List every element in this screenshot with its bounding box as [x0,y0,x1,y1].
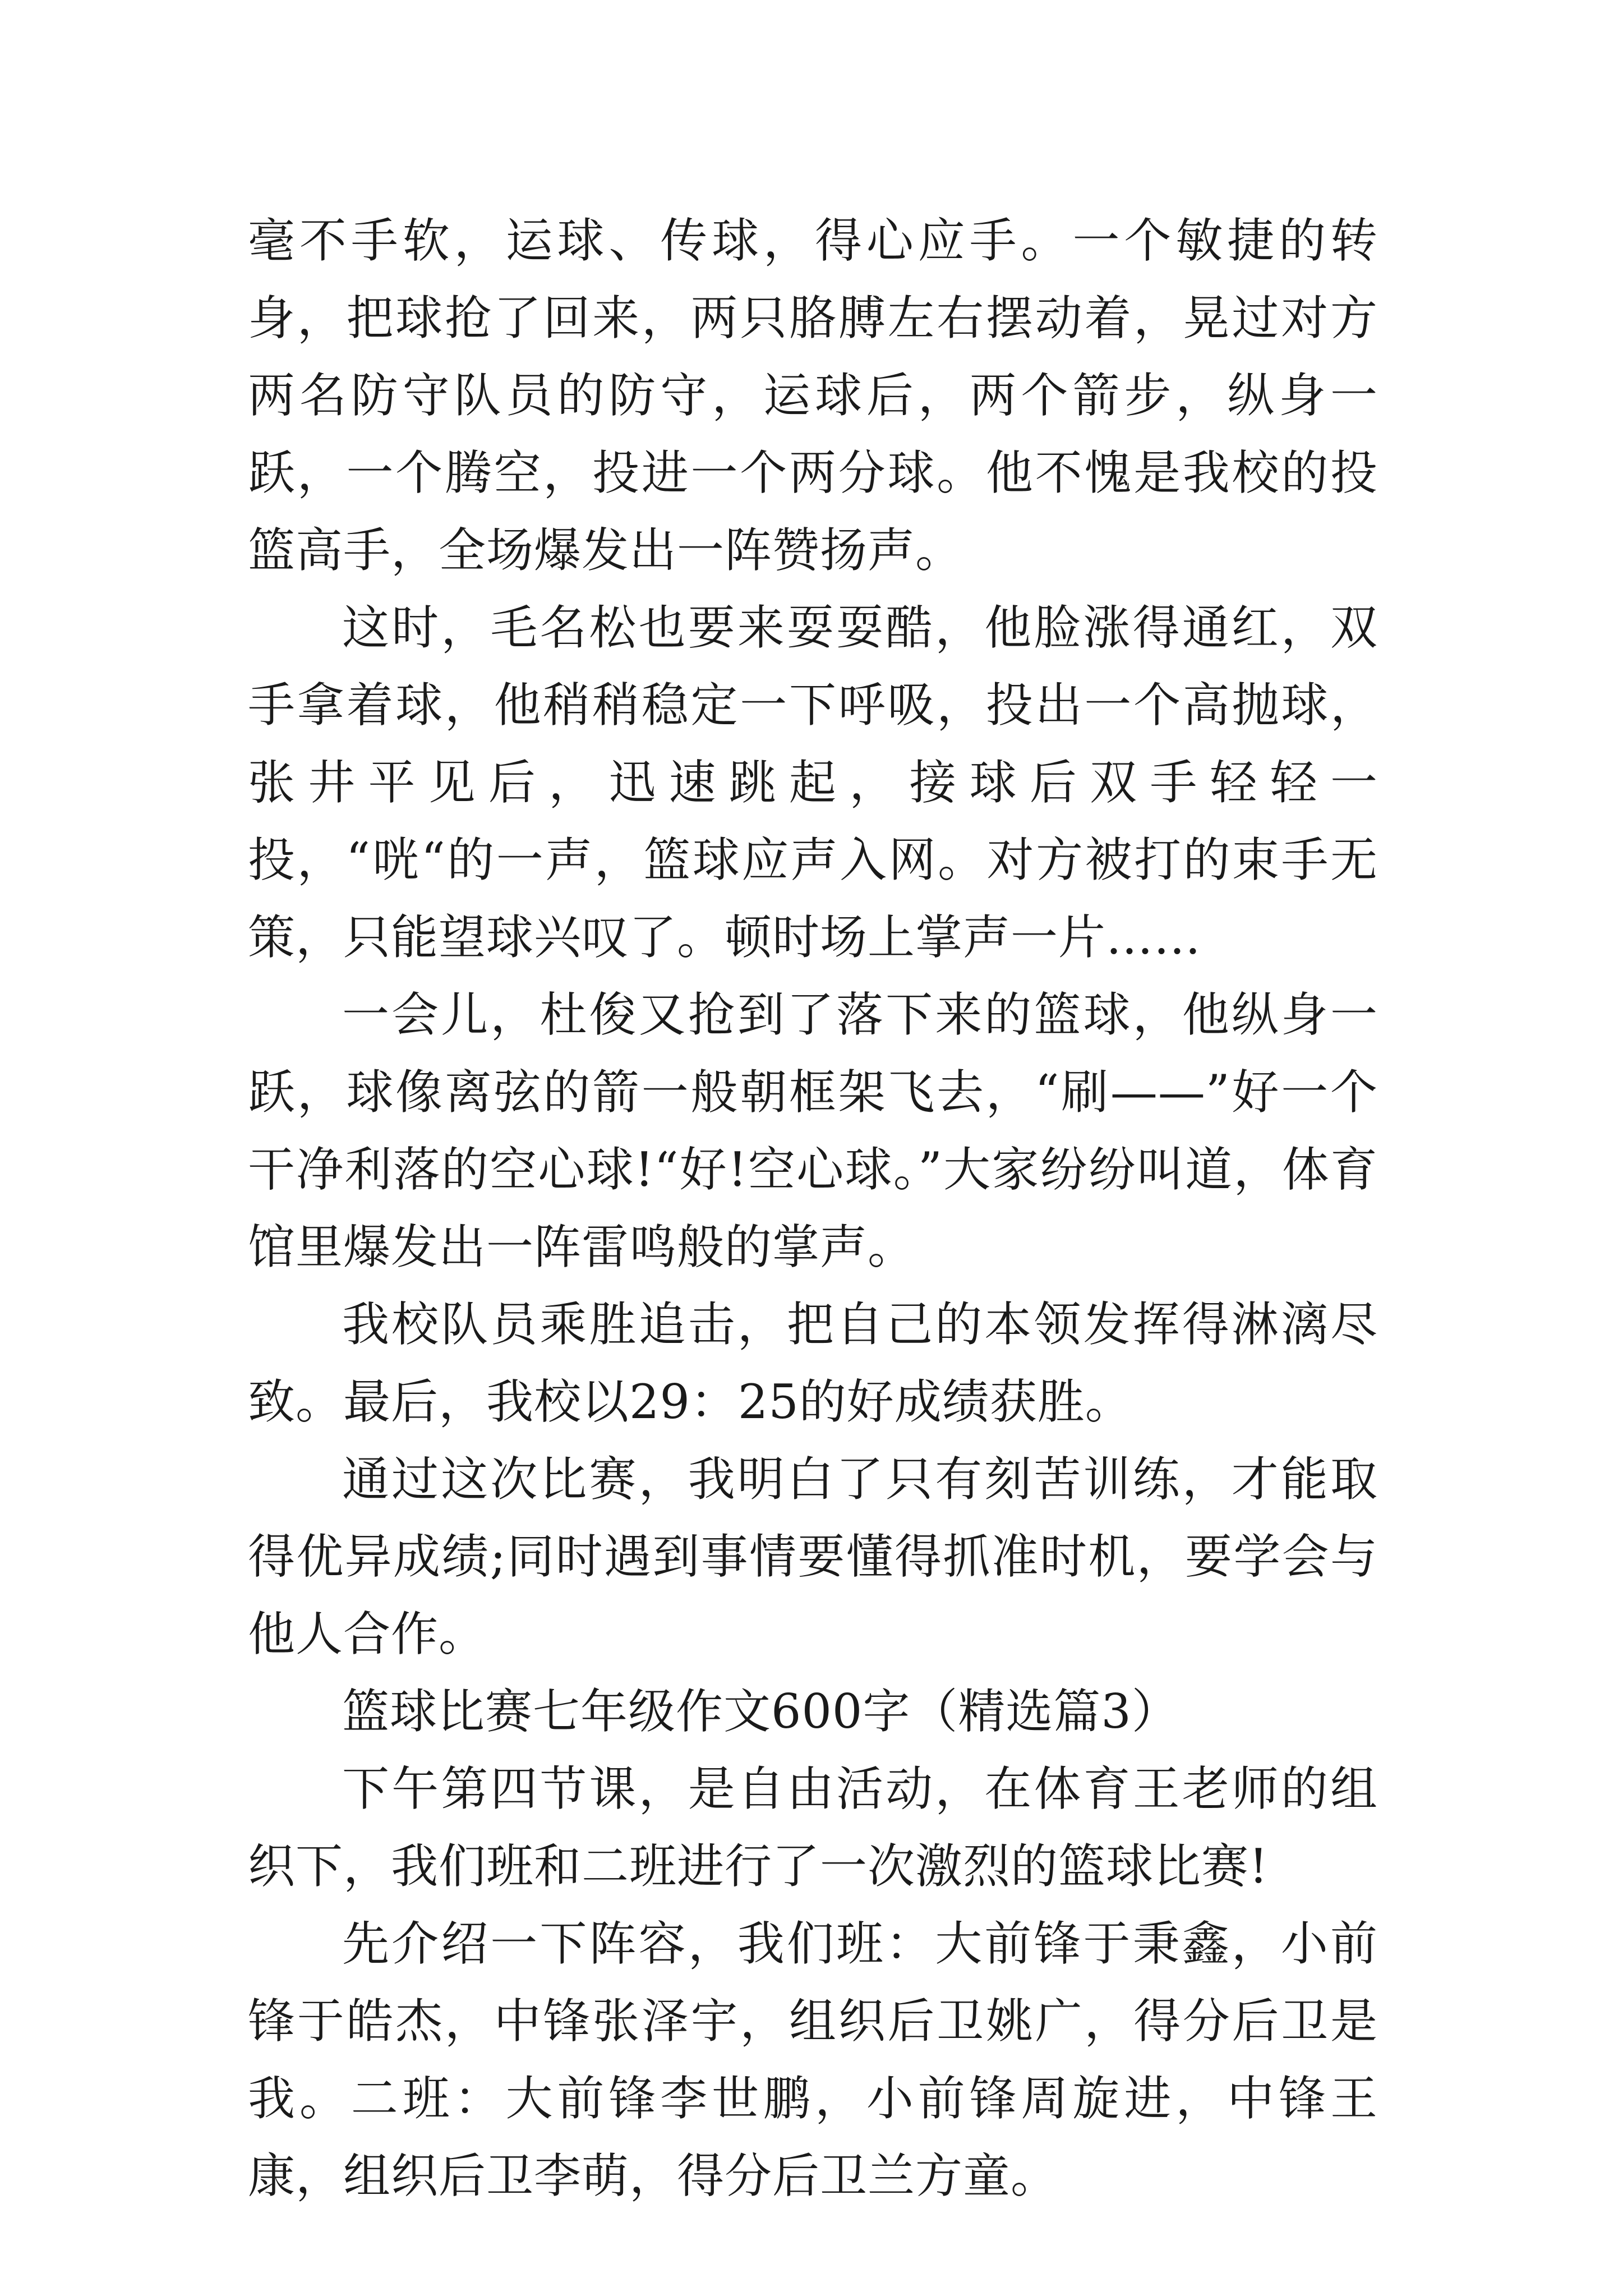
paragraph: 这时，毛名松也要来耍耍酷，他脸涨得通红，双手拿着球，他稍稍稳定一下呼吸，投出一个高抛球，张井平见后，迅速跳起，接球后双手轻轻一投，“咣“的一声，篮球应声入网。对方被打的束手无策，只能望球兴叹了。顿时场上掌声一片…… [248,600,1378,965]
article-body [248,202,1378,2215]
paragraph: 一会儿，杜俊又抢到了落下来的篮球，他纵身一跃，球像离弦的箭一般朝框架飞去，“刷——”好一个干净利落的空心球!“好!空心球。”大家纷纷叫道，体育馆里爆发出一阵雷鸣般的掌声。 [248,987,1378,1274]
paragraph: 下午第四节课，是自由活动，在体育王老师的组织下，我们班和二班进行了一次激烈的篮球比赛! [248,1761,1378,1894]
paragraph: 我校队员乘胜追击，把自己的本领发挥得淋漓尽致。最后，我校以29：25的好成绩获胜。 [248,1297,1378,1429]
section-heading: 篮球比赛七年级作文600字（精选篇3） [342,1684,1179,1739]
paragraph-continued: 毫不手软，运球、传球，得心应手。一个敏捷的转身，把球抢了回来，两只胳膊左右摆动着，晃过对方两名防守队员的防守，运球后，两个箭步，纵身一跃，一个腾空，投进一个两分球。他不愧是我校的投篮高手，全场爆发出一阵赞扬声。 [248,213,1378,578]
paragraph: 通过这次比赛，我明白了只有刻苦训练，才能取得优异成绩;同时遇到事情要懂得抓准时机，要学会与他人合作。 [248,1452,1378,1662]
paragraph: 先介绍一下阵容，我们班：大前锋于秉鑫，小前锋于皓杰，中锋张泽宇，组织后卫姚广，得分后卫是我。二班：大前锋李世鹏，小前锋周旋进，中锋王康，组织后卫李萌，得分后卫兰方童。 [248,1916,1378,2203]
